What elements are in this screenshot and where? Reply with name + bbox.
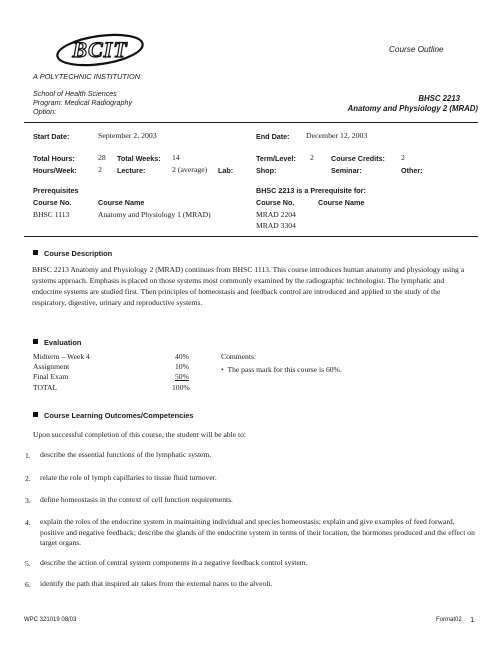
lecture: 2 (average): [172, 165, 208, 174]
outcome-text: relate the role of lymph capillaries to tissue fluid turnover.: [40, 473, 217, 482]
page-number: 1: [470, 615, 475, 624]
is-prereq-col-no: Course No.: [256, 198, 295, 207]
prereq-col-name: Course Name: [98, 198, 145, 207]
eval-total-label: TOTAL: [33, 383, 58, 392]
evaluation-heading: Evaluation: [33, 338, 81, 347]
bullet-square-icon: [33, 412, 38, 417]
eval-item-label: Final Exam: [33, 372, 69, 381]
eval-item-label: Midterm – Week 4: [33, 352, 90, 361]
outcome-text: describe the essential functions of the lymphatic system.: [40, 450, 212, 459]
course-title: Anatomy and Physiology 2 (MRAD): [347, 104, 478, 113]
is-prereq-row: MRAD 3304: [256, 221, 296, 230]
svg-text:BCIT: BCIT: [72, 37, 128, 62]
end-date-label: End Date:: [256, 132, 290, 141]
program: Program: Medical Radiography: [33, 98, 133, 107]
divider: [24, 236, 478, 237]
total-hours-label: Total Hours:: [33, 154, 75, 163]
is-prereq-row: MRAD 2204: [256, 210, 296, 219]
bullet-square-icon: [33, 250, 38, 255]
shop-label: Shop:: [256, 166, 277, 175]
start-date: September 2, 2003: [98, 131, 157, 140]
term-label: Term/Level:: [256, 154, 296, 163]
outcomes-intro: Upon successful completion of this course, the student will be able to:: [33, 430, 247, 439]
course-code: BHSC 2213: [418, 94, 460, 103]
comments-label: Comments:: [221, 352, 257, 361]
outcomes-heading: Course Learning Outcomes/Competencies: [33, 411, 194, 420]
divider: [24, 122, 478, 123]
total-weeks-label: Total Weeks:: [117, 154, 161, 163]
outcome-text: define homeostasis in the context of cell function requirements.: [40, 495, 233, 504]
term: 2: [310, 153, 314, 162]
total-hours: 28: [98, 153, 106, 162]
prereq-heading: Prerequisites: [33, 186, 79, 195]
is-prereq-col-name: Course Name: [318, 198, 365, 207]
option: Option:: [33, 107, 57, 116]
bullet-icon: •: [221, 365, 228, 374]
eval-item-value: 50%: [175, 372, 189, 381]
description-text: BHSC 2213 Anatomy and Physiology 2 (MRAD) continues from BHSC 1113. This course introduces human anatomy and physiology using a systems approach. Emphasis is placed on those systems most commonly examined by the radiographic technologist. The lymphatic and endocrine systems are studied first. Then principles of homeostasis and feedback control are introduced and applied to the study of the respiratory, digestive, urinary and reproductive systems.: [32, 265, 465, 307]
eval-total-value: 100%: [172, 383, 190, 392]
credits-label: Course Credits:: [331, 154, 385, 163]
prereq-col-no: Course No.: [33, 198, 72, 207]
lab-label: Lab:: [218, 166, 234, 175]
outcome-text: explain the roles of the endocrine system in maintaining individual and species homeostasis; explain and give examples of feed forward, positive and negative feedback; describe the glands of the endocrine system in terms of their location, the hormones produced and the effect on target organs.: [40, 517, 475, 547]
eval-item-value: 10%: [175, 362, 189, 371]
prereq-row-no: BHSC 1113: [33, 210, 70, 219]
outcome-number: 3.: [25, 496, 31, 505]
is-prereq-heading: BHSC 2213 is a Prerequisite for:: [256, 186, 366, 195]
bullet-square-icon: [33, 339, 38, 344]
other-label: Other:: [401, 166, 423, 175]
outcome-number: 6.: [25, 580, 31, 589]
doc-type: Course Outline: [389, 45, 444, 54]
school: School of Health Sciences: [33, 89, 117, 98]
credits: 2: [401, 153, 405, 162]
prereq-row-name: Anatomy and Physiology 1 (MRAD): [98, 210, 211, 219]
eval-item-value: 40%: [175, 352, 189, 361]
hours-week: 2: [98, 165, 102, 174]
bcit-logo: [55, 33, 145, 67]
outcome-number: 2.: [25, 474, 31, 483]
outcome-number: 5.: [25, 559, 31, 568]
end-date: December 12, 2003: [306, 131, 368, 140]
lecture-label: Lecture:: [117, 166, 146, 175]
start-date-label: Start Date:: [33, 132, 70, 141]
footer-format: Format02: [436, 617, 462, 623]
outcome-text: describe the action of central system components in a negative feedback control system.: [40, 558, 308, 567]
outcome-number: 4.: [25, 518, 31, 527]
description-heading: Course Description: [33, 249, 112, 258]
comment: • The pass mark for this course is 60%.: [221, 365, 342, 374]
outcome-text: identify the path that inspired air takes from the external nares to the alveoli.: [40, 579, 273, 588]
outcome-number: 1.: [25, 451, 31, 460]
eval-item-label: Assignment: [33, 362, 70, 371]
hours-week-label: Hours/Week:: [33, 166, 77, 175]
seminar-label: Seminar:: [331, 166, 362, 175]
footer-left: WPC 321019 08/03: [24, 617, 77, 623]
tagline: A POLYTECHNIC INSTITUTION: [33, 72, 141, 81]
total-weeks: 14: [172, 153, 180, 162]
